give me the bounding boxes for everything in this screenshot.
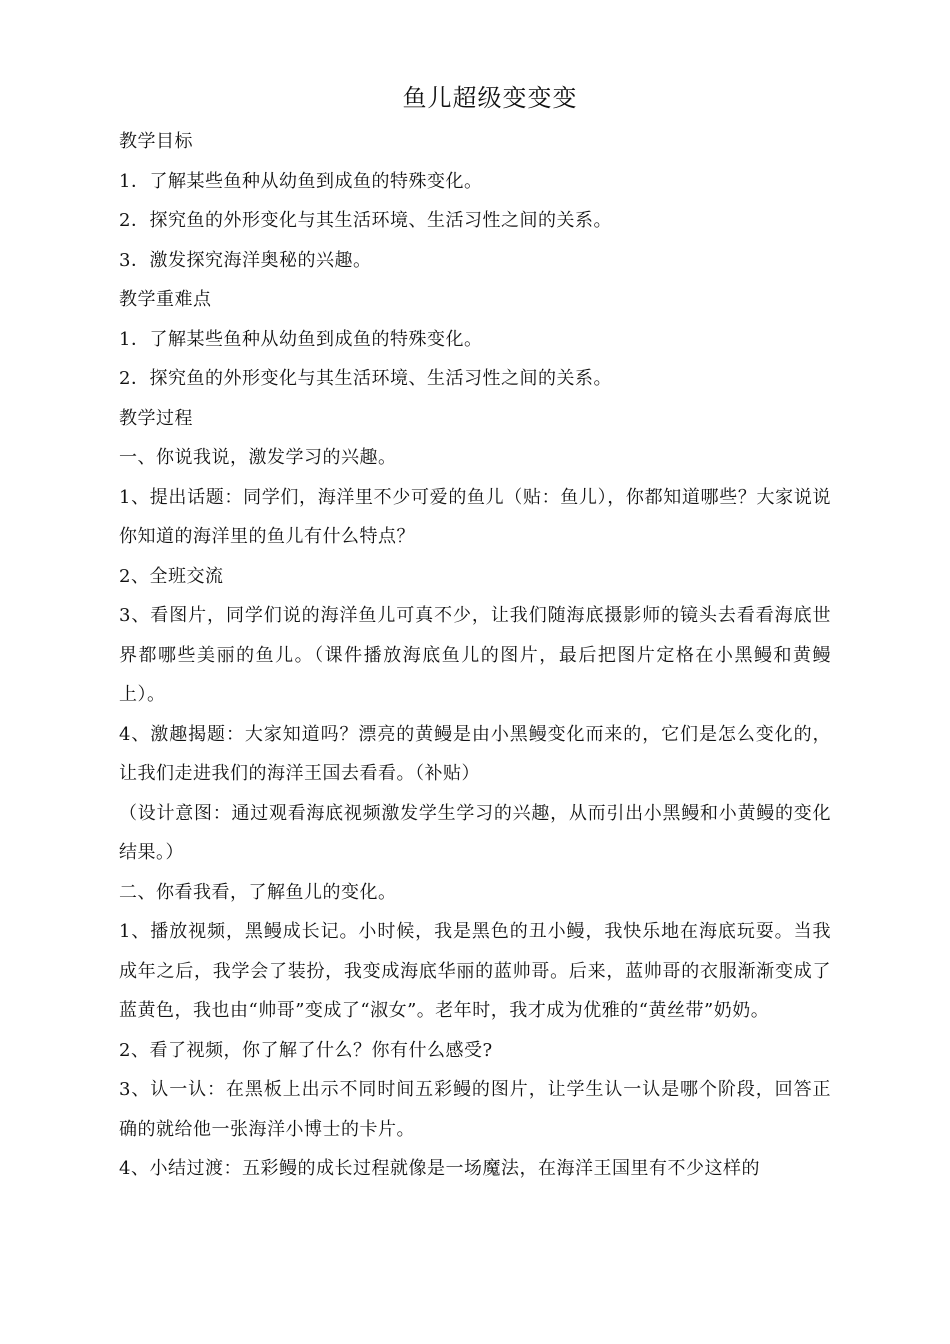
process-step-2: 2、全班交流 — [119, 565, 224, 587]
process-step-4: 4、激趣揭题：大家知道吗？漂亮的黄鳗是由小黑鳗变化而来的，它们是怎么变化的，让我们走进我们的海洋王国去看看。（补贴） — [119, 723, 831, 784]
heading-teaching-process: 教学过程 — [119, 407, 193, 429]
document-title: 鱼儿超级变变变 — [402, 84, 578, 112]
process-step-3: 3、看图片，同学们说的海洋鱼儿可真不少，让我们随海底摄影师的镜头去看看海底世界都哪些美丽的鱼儿。（课件播放海底鱼儿的图片，最后把图片定格在小黑鳗和黄鳗上）。 — [119, 605, 831, 705]
design-intent-note: （设计意图：通过观看海底视频激发学生学习的兴趣，从而引出小黑鳗和小黄鳗的变化结果。） — [119, 802, 831, 863]
section-two-step-2: 2、看了视频，你了解了什么？你有什么感受? — [119, 1039, 493, 1061]
key-point-item-1: 1．了解某些鱼种从幼鱼到成鱼的特殊变化。 — [119, 328, 483, 350]
goal-item-2: 2．探究鱼的外形变化与其生活环境、生活习性之间的关系。 — [119, 210, 612, 231]
heading-key-points: 教学重难点 — [119, 289, 212, 310]
goal-item-1: 1．了解某些鱼种从幼鱼到成鱼的特殊变化。 — [119, 170, 483, 192]
document-body — [119, 78, 831, 1189]
goal-item-3: 3．激发探究海洋奥秘的兴趣。 — [119, 249, 372, 271]
section-two-step-1: 1、播放视频，黑鳗成长记。小时候，我是黑色的丑小鳗，我快乐地在海底玩耍。当我成年之后，我学会了装扮，我变成海底华丽的蓝帅哥。后来，蓝帅哥的衣服渐渐变成了蓝黄色，我也由“帅哥”变成了“淑女”。老年时，我才成为优雅的“黄丝带”奶奶。 — [119, 921, 831, 1021]
section-two-step-4: 4、小结过渡：五彩鳗的成长过程就像是一场魔法，在海洋王国里有不少这样的 — [119, 1158, 760, 1179]
section-two-step-3: 3、认一认：在黑板上出示不同时间五彩鳗的图片，让学生认一认是哪个阶段，回答正确的就给他一张海洋小博士的卡片。 — [119, 1079, 831, 1140]
section-one-heading: 一、你说我说，激发学习的兴趣。 — [119, 447, 397, 468]
section-two-heading: 二、你看我看，了解鱼儿的变化。 — [119, 881, 397, 903]
heading-teaching-goals: 教学目标 — [119, 131, 193, 152]
key-point-item-2: 2．探究鱼的外形变化与其生活环境、生活习性之间的关系。 — [119, 368, 612, 389]
process-step-1: 1、提出话题：同学们，海洋里不少可爱的鱼儿（贴：鱼儿），你都知道哪些？大家说说你知道的海洋里的鱼儿有什么特点？ — [119, 486, 831, 547]
